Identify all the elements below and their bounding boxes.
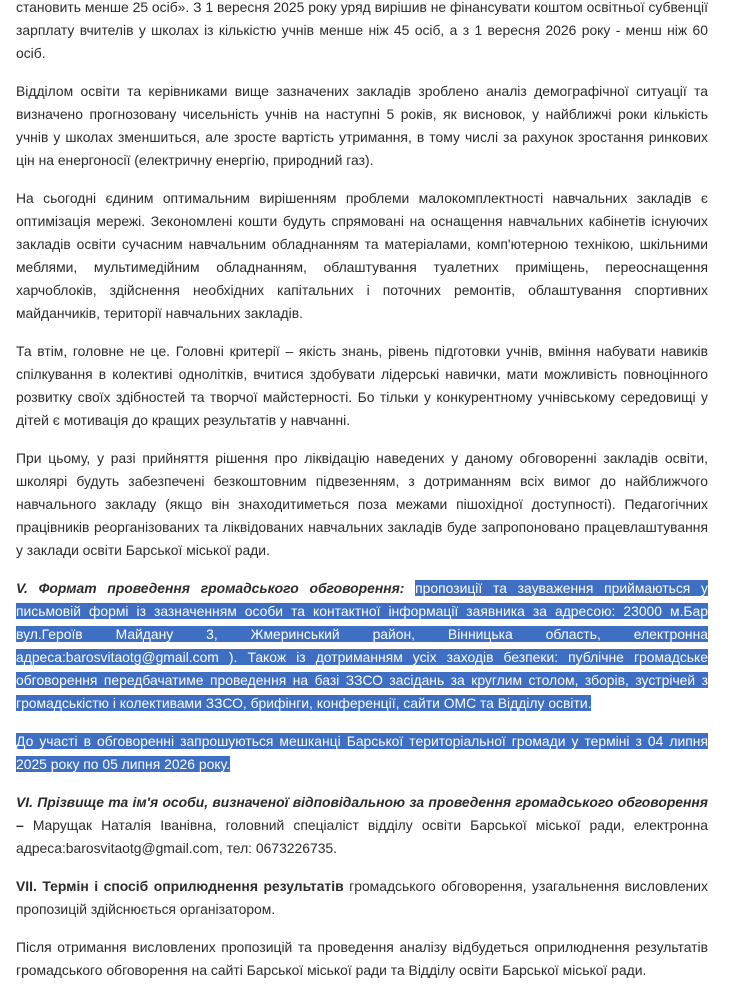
paragraph-publication: Після отримання висловлених пропозицій та проведення аналізу відбудеться оприлюднення результатів громадського обговорення на сайті Барської міської ради та Відділу освіти Барської міської ради.: [16, 939, 708, 978]
document-body: [16, 0, 708, 997]
paragraph-liquidation-transport: При цьому, у разі прийняття рішення про ліквідацію наведених у даному обговоренні закладів освіти, школярі будуть забезпечені безкоштовним підвезенням, з дотриманням всіх вимог до найближчого навчального закладу (якщо він знаходитиметься поза межами пішохідної доступності). Педагогічних працівників реорганізованих та ліквідованих навчальних закладів буде запропоновано працевлаштування у заклади освіти Барської міської ради.: [16, 450, 708, 558]
participation-selected-text[interactable]: До участі в обговоренні запрошуються мешканці Барської територіальної громади у терміні з 04 липня 2025 року по 05 липня 2026 року.: [16, 733, 708, 772]
paragraph-main-criteria: Та втім, головне не це. Головні критерії – якість знань, рівень підготовки учнів, вміння набувати навиків спілкування в колективі однолітків, вчитися здобувати лідерські навички, мати можливість повноцінного розвитку своїх здібностей та творчої майстерності. Бо тільки у конкурентному учнівському середовищі у дітей є мотивація до кращих результатів у навчанні.: [16, 343, 708, 428]
paragraph-network-optimization: На сьогодні єдиним оптимальним вирішенням проблеми малокомплектності навчальних закладів є оптимізація мережі. Зекономлені кошти будуть спрямовані на оснащення навчальних кабінетів існуючих закладів освіти сучасним навчальним обладнанням та матеріалами, комп'ютерною технікою, шкільними меблями, мультимедійним обладнанням, облаштування туалетних приміщень, переоснащення харчоблоків, здійснення необхідних капітальних і поточних ремонтів, облаштування спортивних майданчиків, території навчальних закладів.: [16, 190, 708, 321]
section-7-text: громадського обговорення, узагальнення висловлених пропозицій здійснюється організатором.: [16, 878, 709, 917]
section-5-heading: V. Формат проведення громадського обговорення:: [16, 580, 405, 596]
section-7-results: [16, 875, 708, 921]
section-5-selected-text[interactable]: пропозиції та зауваження приймаються у письмовій формі із зазначенням особи та контактної інформації заявника за адресою: 23000 м.Бар вул.Героїв Майдану 3, Жмеринський район, Вінницька область, електронна адреса:barosvitaotg@gmail.com ). Також із дотриманням усіх заходів безпеки: публічне громадське обговорення передбачатиме проведення на базі ЗЗСО засідань за круглим столом, зборів, зустрічей з громадськістю і колективами ЗЗСО, брифінги, конференції, сайти ОМС та Відділу освіти.: [16, 580, 708, 711]
section-6-heading: VI. Прізвище та ім'я особи, визначеної відповідальною за проведення громадського обговорення –: [16, 794, 708, 833]
section-6-text: Марущак Наталія Іванівна, головний спеціаліст відділу освіти Барської міської ради, електронна адреса:barosvitaotg@gmail.com, тел: 0673226735.: [16, 817, 708, 856]
paragraph-participation: [16, 730, 708, 776]
section-7-heading: VII. Термін і спосіб оприлюднення результатів: [16, 878, 344, 894]
paragraph-demographic-analysis: Відділом освіти та керівниками вище зазначених закладів зроблено аналіз демографічної ситуації та визначено прогнозовану чисельність учнів на наступні 5 років, як висновок, у найближчі роки кількість учнів у школах зменшиться, але зросте вартість утримання, в тому числі за рахунок зростання ринкових цін на енергоносії (електричну енергію, природний газ).: [16, 83, 708, 168]
section-5-format: [16, 577, 708, 715]
paragraph-subvention: становить менше 25 осіб». З 1 вересня 2025 року уряд вирішив не фінансувати коштом освітньої субвенції зарплату вчителів у школах із кількістю учнів менше ніж 45 осіб, а з 1 вересня 2026 року - менш ніж 60 осіб.: [16, 0, 708, 61]
section-6-responsible-person: [16, 791, 708, 860]
